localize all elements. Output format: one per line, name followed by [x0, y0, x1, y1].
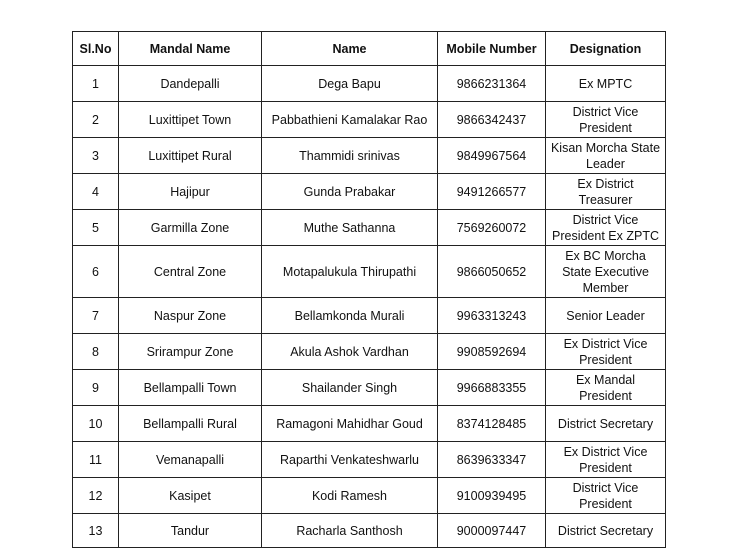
- cell-sl-no: 11: [73, 442, 119, 478]
- cell-sl-no: 12: [73, 478, 119, 514]
- cell-name: Raparthi Venkateshwarlu: [262, 442, 438, 478]
- cell-name: Bellamkonda Murali: [262, 298, 438, 334]
- cell-designation: Ex Mandal President: [546, 370, 666, 406]
- table-row: [73, 478, 666, 514]
- cell-designation: Senior Leader: [546, 298, 666, 334]
- cell-mandal: Tandur: [119, 514, 262, 548]
- cell-name: Muthe Sathanna: [262, 210, 438, 246]
- cell-sl-no: 13: [73, 514, 119, 548]
- cell-mobile: 8639633347: [438, 442, 546, 478]
- cell-mobile: 9491266577: [438, 174, 546, 210]
- cell-mandal: Luxittipet Town: [119, 102, 262, 138]
- header-name: Name: [262, 32, 438, 66]
- cell-sl-no: 5: [73, 210, 119, 246]
- cell-mobile: 9000097447: [438, 514, 546, 548]
- cell-name: Kodi Ramesh: [262, 478, 438, 514]
- cell-mandal: Central Zone: [119, 246, 262, 298]
- cell-mandal: Srirampur Zone: [119, 334, 262, 370]
- cell-mandal: Dandepalli: [119, 66, 262, 102]
- cell-designation: Ex BC Morcha State Executive Member: [546, 246, 666, 298]
- cell-mobile: 9866342437: [438, 102, 546, 138]
- cell-mandal: Kasipet: [119, 478, 262, 514]
- cell-sl-no: 1: [73, 66, 119, 102]
- table-row: [73, 406, 666, 442]
- cell-mobile: 8374128485: [438, 406, 546, 442]
- table-row: [73, 246, 666, 298]
- cell-name: Motapalukula Thirupathi: [262, 246, 438, 298]
- cell-sl-no: 4: [73, 174, 119, 210]
- cell-mandal: Bellampalli Town: [119, 370, 262, 406]
- cell-mobile: 9963313243: [438, 298, 546, 334]
- cell-sl-no: 3: [73, 138, 119, 174]
- cell-name: Ramagoni Mahidhar Goud: [262, 406, 438, 442]
- header-mobile-number: Mobile Number: [438, 32, 546, 66]
- cell-name: Akula Ashok Vardhan: [262, 334, 438, 370]
- cell-sl-no: 8: [73, 334, 119, 370]
- cell-sl-no: 9: [73, 370, 119, 406]
- leaders-table: [72, 31, 666, 548]
- table-row: [73, 138, 666, 174]
- cell-designation: Kisan Morcha State Leader: [546, 138, 666, 174]
- table-row: [73, 514, 666, 548]
- cell-mobile: 9866231364: [438, 66, 546, 102]
- cell-sl-no: 10: [73, 406, 119, 442]
- cell-mandal: Hajipur: [119, 174, 262, 210]
- table-row: [73, 370, 666, 406]
- cell-mandal: Garmilla Zone: [119, 210, 262, 246]
- leaders-table-container: [72, 31, 665, 548]
- table-row: [73, 442, 666, 478]
- table-row: [73, 210, 666, 246]
- table-header-row: [73, 32, 666, 66]
- cell-designation: District Secretary: [546, 514, 666, 548]
- cell-mobile: 9966883355: [438, 370, 546, 406]
- table-body: [73, 66, 666, 548]
- cell-name: Pabbathieni Kamalakar Rao: [262, 102, 438, 138]
- cell-designation: Ex District Vice President: [546, 334, 666, 370]
- cell-designation: District Vice President Ex ZPTC: [546, 210, 666, 246]
- table-row: [73, 102, 666, 138]
- table-row: [73, 66, 666, 102]
- cell-name: Racharla Santhosh: [262, 514, 438, 548]
- cell-name: Shailander Singh: [262, 370, 438, 406]
- cell-name: Thammidi srinivas: [262, 138, 438, 174]
- cell-mobile: 7569260072: [438, 210, 546, 246]
- cell-designation: Ex District Vice President: [546, 442, 666, 478]
- cell-designation: Ex MPTC: [546, 66, 666, 102]
- table-row: [73, 334, 666, 370]
- cell-sl-no: 2: [73, 102, 119, 138]
- header-sl-no: Sl.No: [73, 32, 119, 66]
- cell-designation: District Vice President: [546, 478, 666, 514]
- cell-mobile: 9849967564: [438, 138, 546, 174]
- cell-designation: Ex District Treasurer: [546, 174, 666, 210]
- cell-sl-no: 6: [73, 246, 119, 298]
- cell-mandal: Luxittipet Rural: [119, 138, 262, 174]
- cell-designation: District Vice President: [546, 102, 666, 138]
- cell-designation: District Secretary: [546, 406, 666, 442]
- cell-sl-no: 7: [73, 298, 119, 334]
- table-row: [73, 298, 666, 334]
- cell-mobile: 9100939495: [438, 478, 546, 514]
- cell-name: Dega Bapu: [262, 66, 438, 102]
- cell-mandal: Vemanapalli: [119, 442, 262, 478]
- header-mandal-name: Mandal Name: [119, 32, 262, 66]
- cell-mandal: Bellampalli Rural: [119, 406, 262, 442]
- cell-mobile: 9866050652: [438, 246, 546, 298]
- cell-mobile: 9908592694: [438, 334, 546, 370]
- cell-name: Gunda Prabakar: [262, 174, 438, 210]
- table-row: [73, 174, 666, 210]
- cell-mandal: Naspur Zone: [119, 298, 262, 334]
- header-designation: Designation: [546, 32, 666, 66]
